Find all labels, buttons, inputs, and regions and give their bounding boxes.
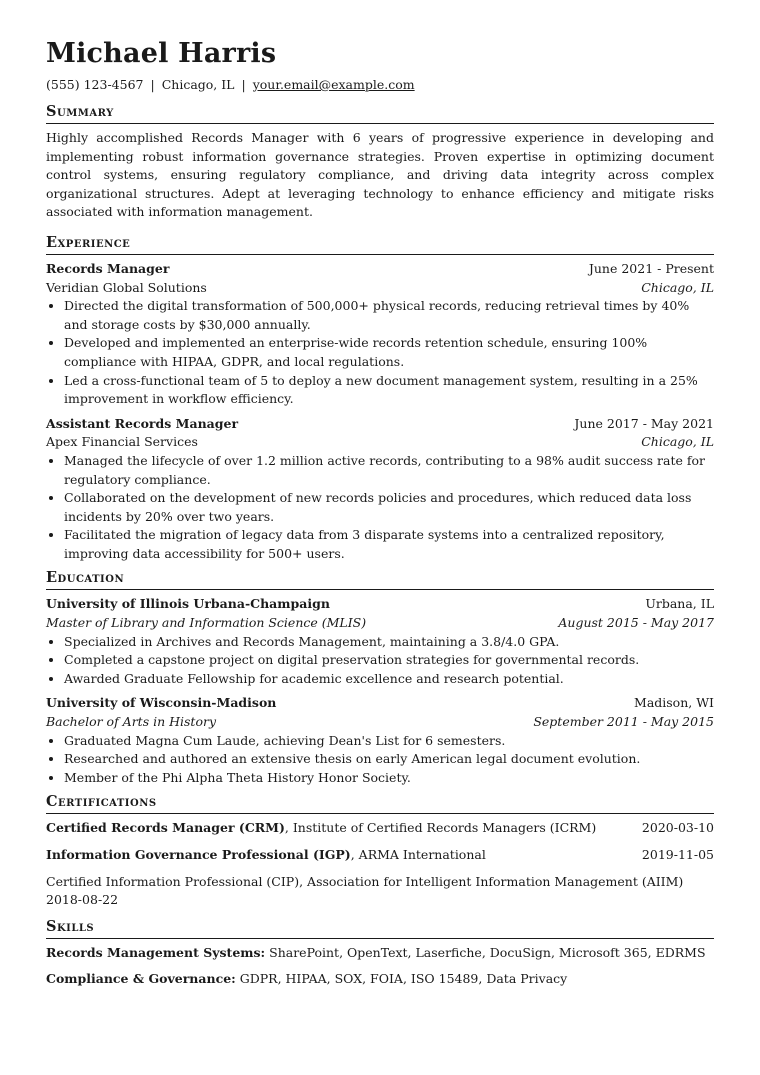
section-title-education: Education	[46, 569, 714, 590]
education-bullets	[46, 633, 714, 689]
job-bullets	[46, 452, 714, 564]
bullet-item: • Member of the Phi Alpha Theta History Honor Society.	[64, 769, 714, 788]
school-header	[46, 694, 714, 713]
degree-name: Bachelor of Arts in History	[46, 714, 217, 730]
certification-text	[46, 873, 714, 892]
certification-item	[46, 819, 714, 838]
bullet-item: • Managed the lifecycle of over 1.2 million active records, contributing to a 98% audit success rate for regulatory compliance.	[64, 452, 714, 489]
certification-issuer: , Association for Intelligent Information Management (AIIM)	[299, 873, 684, 889]
candidate-name: Michael Harris	[46, 38, 277, 69]
skill-category: Compliance & Governance:	[46, 971, 236, 987]
certification-name: Information Governance Professional (IGP)	[46, 847, 351, 862]
bullet-item: • Developed and implemented an enterprise-wide records retention schedule, ensuring 100% compliance with HIPAA, GDPR, and local regulations.	[64, 334, 714, 371]
certification-item	[46, 846, 714, 865]
school-name: University of Wisconsin-Madison	[46, 695, 277, 711]
education-entry	[46, 595, 714, 688]
certification-name: Certified Records Manager (CRM)	[46, 820, 285, 836]
section-title-summary: Summary	[46, 103, 714, 124]
summary-section	[46, 103, 714, 222]
certification-text	[46, 819, 596, 838]
degree-dates: September 2011 - May 2015	[533, 714, 714, 730]
job-company: Apex Financial Services	[46, 434, 198, 450]
phone-number: (555) 123-4567	[46, 77, 144, 92]
skills-section	[46, 918, 714, 989]
certification-date: 2019-11-05	[641, 847, 714, 862]
certification-issuer: , ARMA International	[350, 847, 486, 862]
skill-list: GDPR, HIPAA, SOX, FOIA, ISO 15489, Data Privacy	[235, 971, 568, 987]
school-location: Urbana, IL	[645, 596, 714, 612]
job-subheader	[46, 279, 714, 298]
bullet-item: • Led a cross-functional team of 5 to deploy a new document management system, resulting in a 25% improvement in workflow efficiency.	[64, 372, 714, 409]
certification-name: Certified Information Professional (CIP)	[46, 873, 300, 889]
bullet-item: • Awarded Graduate Fellowship for academic excellence and research potential.	[64, 670, 714, 689]
job-location: Chicago, IL	[641, 434, 714, 450]
email-link[interactable]: your.email@example.com	[252, 77, 415, 92]
school-name: University of Illinois Urbana-Champaign	[46, 596, 330, 612]
summary-text: Highly accomplished Records Manager with 6 years of progressive experience in developing and implementing robust information governance strategies. Proven expertise in optimizing document control systems, ensuring regulatory compliance, and driving data integrity across complex organizational structures. Adept at leveraging technology to enhance efficiency and mitigate risks associated with information management.	[46, 130, 714, 220]
job-entry	[46, 415, 714, 564]
location: Chicago, IL	[161, 77, 235, 92]
degree-dates: August 2015 - May 2017	[558, 615, 714, 631]
contact-line	[46, 76, 714, 93]
education-bullets	[46, 732, 714, 788]
contact-separator: |	[241, 77, 246, 92]
degree-row	[46, 614, 714, 633]
skill-category: Records Management Systems:	[46, 944, 266, 960]
job-location: Chicago, IL	[641, 279, 714, 295]
bullet-item: • Collaborated on the development of new records policies and procedures, which reduced data loss incidents by 20% over two years.	[64, 489, 714, 526]
job-header	[46, 415, 714, 434]
job-bullets	[46, 297, 714, 409]
certification-item	[46, 873, 714, 910]
bullet-item: • Completed a capstone project on digital preservation strategies for governmental records.	[64, 651, 714, 670]
job-role: Records Manager	[46, 260, 170, 276]
bullet-item: • Graduated Magna Cum Laude, achieving Dean's List for 6 semesters.	[64, 732, 714, 751]
section-title-skills: Skills	[46, 918, 714, 939]
school-header	[46, 595, 714, 614]
job-subheader	[46, 433, 714, 452]
bullet-item: • Researched and authored an extensive thesis on early American legal document evolution.	[64, 750, 714, 769]
skill-row	[46, 970, 714, 989]
job-company: Veridian Global Solutions	[46, 279, 207, 295]
certification-issuer: , Institute of Certified Records Managers (ICRM)	[284, 820, 597, 836]
education-entry	[46, 694, 714, 787]
job-header	[46, 260, 714, 279]
job-dates: June 2021 - Present	[588, 260, 714, 276]
bullet-item: • Directed the digital transformation of 500,000+ physical records, reducing retrieval times by 40% and storage costs by $30,000 annually.	[64, 297, 714, 334]
bullet-item: • Specialized in Archives and Records Management, maintaining a 3.8/4.0 GPA.	[64, 633, 714, 652]
experience-section	[46, 234, 714, 564]
section-title-certifications: Certifications	[46, 793, 714, 814]
job-dates: June 2017 - May 2021	[574, 415, 714, 431]
degree-name: Master of Library and Information Science (MLIS)	[46, 615, 367, 631]
certifications-section	[46, 793, 714, 909]
degree-row	[46, 713, 714, 732]
section-title-experience: Experience	[46, 234, 714, 255]
certification-date: 2018-08-22	[46, 892, 119, 908]
job-role: Assistant Records Manager	[46, 415, 239, 431]
certification-text	[46, 846, 486, 865]
certification-date: 2020-03-10	[641, 820, 714, 836]
education-section	[46, 569, 714, 787]
skill-list: SharePoint, OpenText, Laserfiche, DocuSign, Microsoft 365, EDRMS	[265, 944, 706, 960]
school-location: Madison, WI	[634, 695, 714, 711]
job-entry	[46, 260, 714, 409]
resume-page	[46, 38, 714, 997]
skill-row	[46, 944, 714, 963]
bullet-item: • Facilitated the migration of legacy data from 3 disparate systems into a centralized repository, improving data accessibility for 500+ users.	[64, 526, 714, 563]
contact-separator: |	[150, 77, 155, 92]
